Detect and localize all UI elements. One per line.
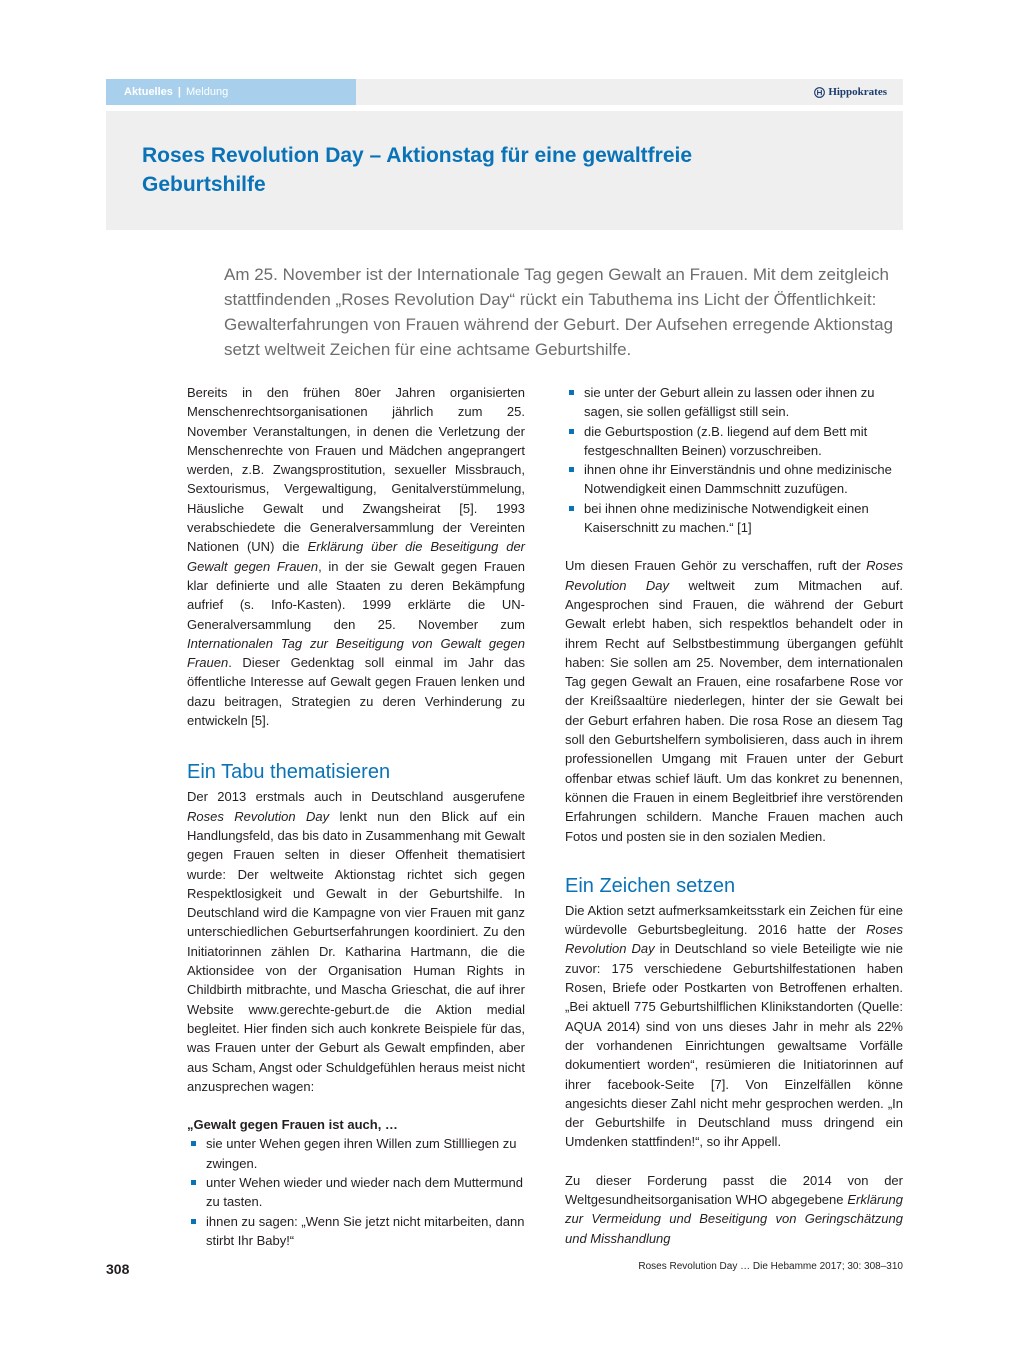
emphasis-text: Roses Revolution Day — [565, 558, 903, 593]
page-number: 308 — [106, 1261, 130, 1277]
article-title: Roses Revolution Day – Aktionstag für eine gewaltfreie Geburtshilfe — [142, 144, 693, 196]
violence-list-left — [187, 1134, 525, 1250]
hippokrates-logo-icon — [814, 87, 825, 98]
emphasis-text: Internationalen Tag zur Beseitigung von Gewalt gegen Frauen — [187, 635, 525, 671]
list-item: sie unter der Geburt allein zu lassen oder ihnen zu sagen, sie sollen gefälligst still sein. — [565, 383, 903, 422]
violence-list-right — [565, 383, 903, 537]
tabu-paragraph: Der 2013 erstmals auch in Deutschland ausgerufene Roses Revolution Day lenkt nun den Blick auf ein Handlungsfeld, das bis dato in Zusammenhang mit Gewalt gegen Frauen selten in dieser Offenheit thematisiert wurde: Der weltweite Aktionstag richtet sich gegen Respektlosigkeit und Gewalt in der Geburtshilfe. In Deutschland wird die Kampagne von vier Frauen mit ganz unterschiedlichen Geburtserfahrungen koordiniert. Zu den Initiatorinnen zählen Dr. Katharina Hartmann, die die Aktionsidee von der Organisation Human Rights in Childbirth mitbrachte, und Mascha Grieschat, die auf ihrer Website www.gerechte-geburt.de die Aktion medial begleitet. Hier finden sich auch konkrete Beispiele für das, was Frauen unter der Geburt als Gewalt empfinden, aber aus Scham, Angst oder Schuldgefühlen heraus meist nicht anzusprechen wagen: — [187, 789, 525, 1094]
section-heading-tabu: Ein Tabu thematisieren — [187, 761, 391, 784]
zeichen-paragraph: Die Aktion setzt aufmerksamkeitsstark ein Zeichen für eine würdevolle Geburtsbegleitung. 2016 hatte der Roses Revolution Day in Deutschland so viele Beteiligte wie nie zuvor: 175 verschiedene Geburtshilfestationen haben Rosen, Briefe oder Postkarten von Betroffenen erhalten. „Bei aktuell 775 Geburtshilflichen Klinikstandorten (Quelle: AQUA 2014) sind von uns dieses Jahr in mehr als 22% der vorhandenen Einrichtungen gewaltsame Vorfälle dokumentiert worden“, resümieren die Initiatorinnen auf ihrer facebook-Seite [7]. Von Einzelfällen könne angesichts dieser Zahl nicht mehr gesprochen werden. „In der Geburtshilfe in Deutschland muss dringend ein Umdenken stattfinden!“, so ihr Appell. — [565, 902, 903, 1150]
citation-footer: Roses Revolution Day … Die Hebamme 2017; 30: 308–310 — [638, 1261, 903, 1272]
publisher-name: Hippokrates — [828, 86, 887, 98]
subsection-label: Meldung — [186, 86, 229, 98]
list-item: unter Wehen wieder und wieder nach dem Muttermund zu tasten. — [187, 1173, 525, 1212]
article-lead: Am 25. November ist der Internationale Tag gegen Gewalt an Frauen. Mit dem zeitgleich stattfindenden „Roses Revolution Day“ rückt ein Tabuthema ins Licht der Öffentlichkeit: Gewalterfahrungen von Frauen während der Geburt. Der Aufsehen erregende Aktionstag setzt weltweit Zeichen für eine achtsame Geburtshilfe. — [224, 265, 894, 359]
emphasis-text: Erklärung über die Beseitigung der Gewalt gegen Frauen — [187, 539, 526, 574]
intro-paragraph: Bereits in den frühen 80er Jahren organisierten Menschenrechtsorganisationen jährlich zum 25. November Veranstaltungen, in denen die Verletzung der Menschenrechte von Frauen und Mädchen angeprangert werden, z.B. Zwangsprostitution, sexueller Missbrauch, Sextourismus, Vergewaltigung, Genitalverstümmelung, Häusliche Gewalt und Zwangsheirat [5]. 1993 verabschiedete die Generalversammlung der Vereinten Nationen (UN) die Erklärung über die Beseitigung der Gewalt gegen Frauen, in der sie Gewalt gegen Frauen klar definierte und alle Staaten zu deren Bekämpfung aufrief (s. Info-Kasten). 1999 erklärte die UN-Generalversammlung den 25. November zum Internationalen Tag zur Beseitigung von Gewalt gegen Frauen. Dieser Gedenktag soll einmal im Jahr das öffentliche Interesse auf Gewalt gegen Frauen lenken und dazu beitragen, Strategien zu deren Verhinderung zu entwickeln [5]. — [187, 385, 526, 729]
emphasis-text: Roses Revolution Day — [565, 922, 903, 957]
who-paragraph: Zu dieser Forderung passt die 2014 von der Weltgesundheitsorganisation WHO abgegebene Erklärung zur Vermeidung und Beseitigung von Geringschätzung und Misshandlung — [565, 1172, 903, 1246]
list-item: ihnen ohne ihr Einverständnis und ohne medizinische Notwendigkeit einen Dammschnitt zuzufügen. — [565, 460, 903, 499]
section-tab[interactable] — [106, 79, 356, 105]
list-item: sie unter Wehen gegen ihren Willen zum Stillliegen zu zwingen. — [187, 1134, 525, 1173]
emphasis-text: Roses Revolution Day — [187, 808, 330, 824]
list-item: ihnen zu sagen: „Wenn Sie jetzt nicht mitarbeiten, dann stirbt Ihr Baby!“ — [187, 1212, 525, 1251]
section-separator: | — [177, 86, 181, 98]
left-column — [187, 383, 525, 1250]
right-column — [565, 383, 903, 1248]
publisher-logo — [814, 79, 887, 105]
title-box — [106, 111, 903, 230]
section-label: Aktuelles — [124, 86, 173, 98]
list-item: die Geburtspostion (z.B. liegend auf dem Bett mit festgeschnallten Beinen) vorzuschreiben. — [565, 422, 903, 461]
list-item: bei ihnen ohne medizinische Notwendigkeit einen Kaiserschnitt zu machen.“ [1] — [565, 499, 903, 538]
section-heading-zeichen: Ein Zeichen setzen — [565, 874, 736, 897]
header-bar — [106, 79, 903, 105]
list-heading: „Gewalt gegen Frauen ist auch, … — [187, 1117, 398, 1133]
call-to-action-paragraph: Um diesen Frauen Gehör zu verschaffen, ruft der Roses Revolution Day weltweit zum Mitmachen auf. Angesprochen sind Frauen, die während der Geburt Gewalt erlebt haben, sich respektlos behandelt oder in ihrem Recht auf Selbstbestimmung übergangen gefühlt haben: Sie sollen am 25. November, dem internationalen Tag gegen Gewalt an Frauen, eine rosafarbene Rose vor der Kreißsaaltüre niederlegen, hinter der sie Gewalt bei der Geburt erfahren haben. Die rosa Rose an diesem Tag soll den Geburtshelfern symbolisieren, dass auch in ihrem professionellen Umgang mit Frauen unter der Geburt offenbar etwas schief läuft. Um das konkret zu benennen, können die Frauen in einem Begleitbrief ihre verstörenden Erfahrungen schildern. Manche Frauen machen auch Fotos und posten sie in den sozialen Medien. — [565, 558, 903, 844]
emphasis-text: Erklärung zur Vermeidung und Beseitigung von Geringschätzung und Misshandlung — [565, 1191, 903, 1246]
